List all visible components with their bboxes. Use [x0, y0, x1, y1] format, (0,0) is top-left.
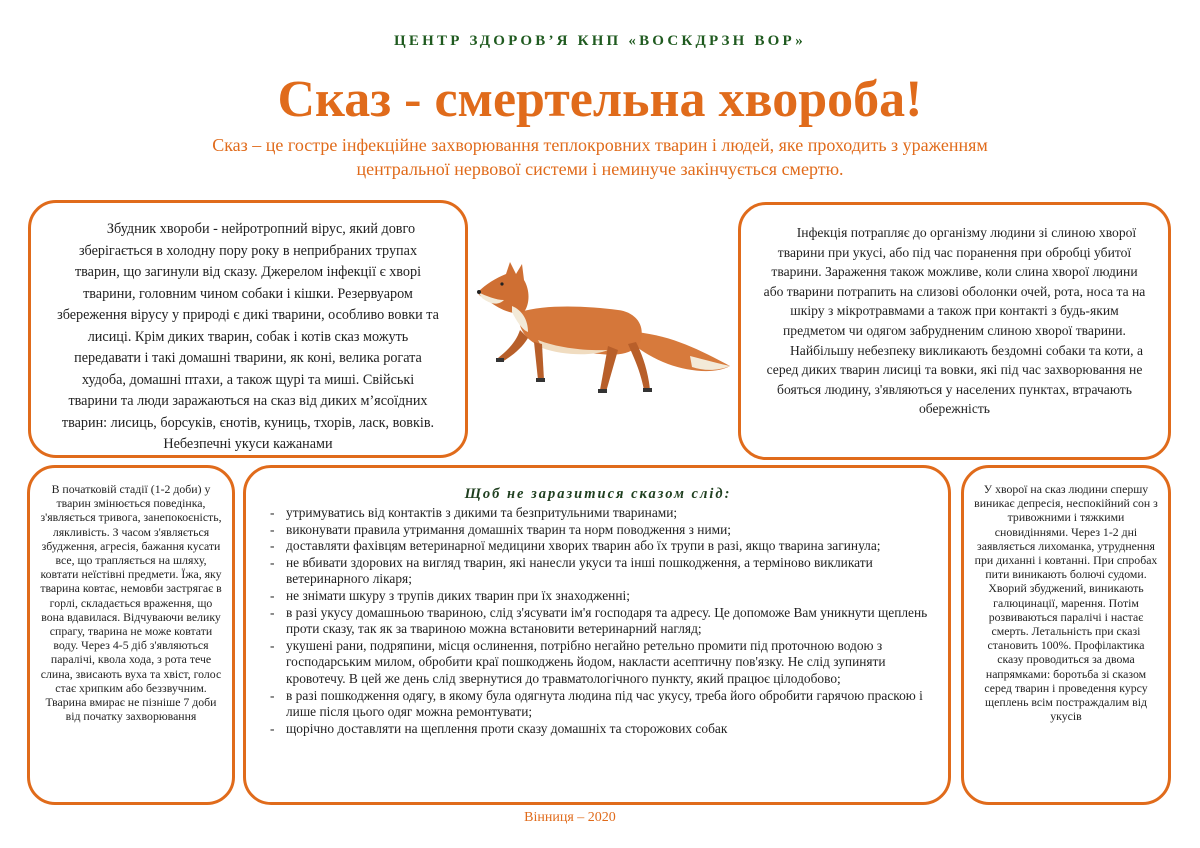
pathogen-info-box: [28, 200, 468, 458]
list-item: - доставляти фахівцям ветеринарної медицини хворих тварин або їх трупи в разі, якщо тварина загинула;: [270, 538, 881, 554]
page-subtitle: Сказ – це гостре інфекційне захворювання теплокровних тварин і людей, яке проходить з ураженням центральної нервової системи і неминуче закінчується смертю.: [212, 135, 988, 179]
prevention-box: [243, 465, 951, 805]
list-item: - щорічно доставляти на щеплення проти сказу домашніх та сторожових собак: [270, 720, 728, 736]
animal-symptoms-text: В початковій стадії (1-2 доби) у тварин змінюється поведінка, з'являється тривога, занепокоєність, лякливість. З часом з'являється збудження, агресія, бажання кусати все, що трапляється на шляху, ковтати неїстівні предмети. Їжа, яку тварина ковтає, немовби застрягає в горлі, складається враження, що вона вдавилася. Відчуваючи велику спрагу, тварина не може ковтати воду. Через 4-5 діб з'являються паралічі, квола хода, з рота тече слина, звисають вуха та хвіст, голос стає хрипким або беззвучним. Тварина вмирає не пізніше 7 доби від початку захворювання: [40, 482, 222, 724]
prevention-title: Щоб не заразитися сказом слід:: [464, 486, 732, 502]
page-title: Сказ - смертельна хвороба!: [277, 71, 923, 128]
pathogen-text: Збудник хвороби - нейротропний вірус, який довго зберігається в холодну пору року в неприбраних трупах тварин, що загинули від сказу. Джерелом інфекції є хворі тварини, головним чином собаки і кішки. Резервуаром збереження вірусу у природі є дикі тварини, особливо вовки та лисиці. Крім диких тварин, собак і котів сказ можуть передавати і такі домашні тварини, як коні, велика рогата худоба, домашні птахи, а також щурі та миші. Свійські тварини та люди заражаються на сказ від диких м’ясоїдних тварин: лисиць, борсуків, єнотів, куниць, тхорів, ласк, вовків. Небезпечні укуси кажанами: [57, 221, 439, 452]
animal-symptoms-box: [27, 465, 235, 805]
human-symptoms-box: [961, 465, 1171, 805]
prevention-list: [266, 505, 930, 737]
organization-name: ЦЕНТР ЗДОРОВ’Я КНП «ВОСКДРЗН ВОР»: [394, 33, 806, 49]
list-item: - в разі пошкодження одягу, в якому була одягнута людина під час укусу, треба його обробити гарячою праскою і лише після цього одяг можна ремонтувати;: [270, 687, 923, 720]
list-item: - не вбивати здорових на вигляд тварин, які нанесли укуси та інші пошкодження, а терміново викликати ветеринарного лікаря;: [270, 554, 873, 587]
list-item: - в разі укусу домашньою твариною, слід з'ясувати ім'я господаря та адресу. Це допоможе Вам уникнути щеплень проти сказу, так як за твариною можна встановити ветеринарний нагляд;: [270, 604, 928, 637]
footer-city-year: Вінниця – 2020: [524, 810, 616, 825]
infection-text-2: Найбільшу небезпеку викликають бездомні собаки та коти, а серед диких тварин лисиці та вовки, які під час захворювання не бояться людину, з'являються у населених пунктах, втрачають обережність: [766, 342, 1144, 417]
fox-icon: [468, 250, 738, 410]
list-item: - утримуватись від контактів з дикими та безпритульними тваринами;: [270, 505, 678, 520]
list-item: - не знімати шкуру з трупів диких тварин при їх знаходженні;: [270, 587, 630, 603]
list-item: - виконувати правила утримання домашніх тварин та норм поводження з ними;: [270, 521, 732, 537]
human-symptoms-text: У хворої на сказ людини спершу виникає депресія, неспокійний сон з тривожними і тяжкими сновидіннями. Через 1-2 дні заявляється лихоманка, утруднення при диханні і ковтанні. При спробах пити виникають болючі судоми. Хворий збуджений, виникають галюцинації, марення. Потім розвиваються паралічі і настає смерть. Летальність при сказі становить 100%. Профілактика сказу проводиться за двома напрямками: боротьба зі сказом серед тварин і проведення курсу щеплень всім постраждалим від укусів: [974, 482, 1158, 724]
list-item: - укушені рани, подряпини, місця ослинення, потрібно негайно ретельно промити під проточною водою з господарським милом, обробити краї пошкоджень йодом, накласти асептичну пов'язку. Не слід зупиняти кровотечу. В цей же день слід звернутися до травматологічного пункту, який працює цілодобово;: [270, 637, 886, 686]
infection-text-1: Інфекція потрапляє до організму людини зі слиною хворої тварини при укусі, або під час поранення при обробці убитої тварини. Зараження також можливе, коли слина хворої людини або тварини потрапить на слизові оболонки очей, рота, носа та на шкіру з мікротравмами а також при контакті з будь-яким предметом чи одягом забрудненим слиною хворої тварини.: [763, 225, 1146, 338]
infection-info-box: [738, 202, 1171, 460]
